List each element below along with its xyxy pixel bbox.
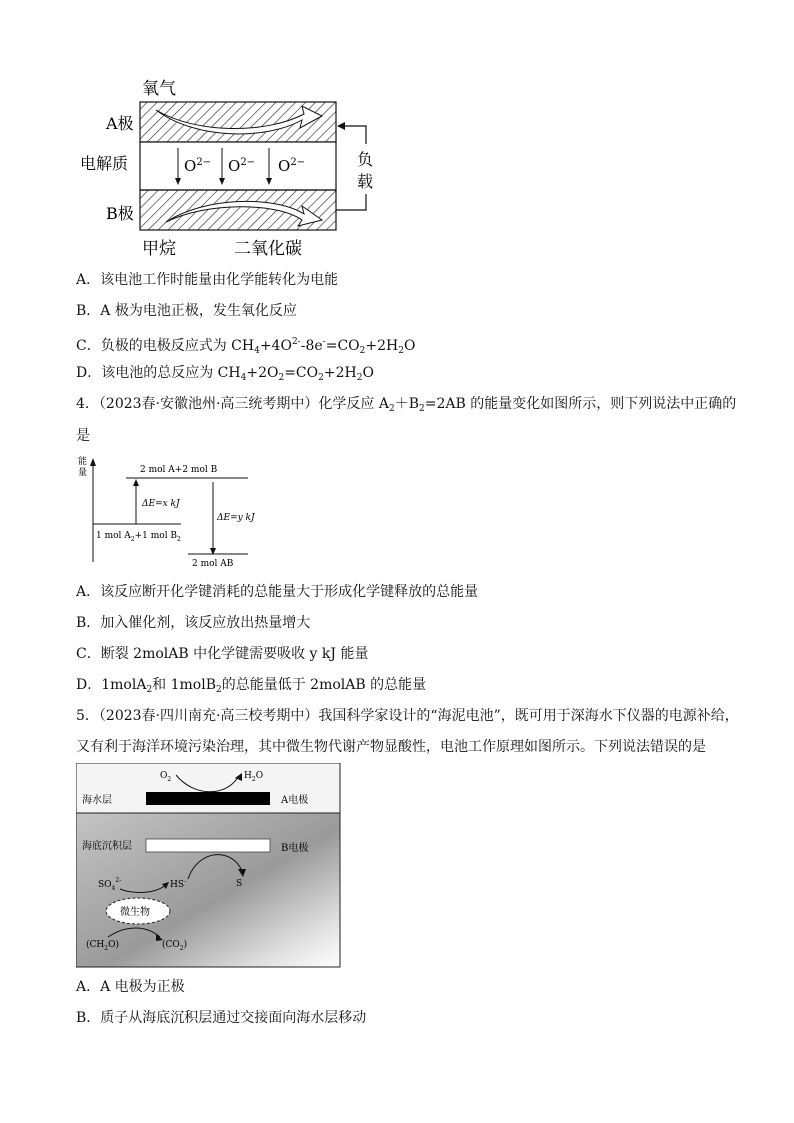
a-pole-label: A极 [106, 114, 134, 133]
s-label: S [236, 879, 243, 889]
q3-option-b: B．A 极为电池正极，发生氧化反应 [76, 303, 297, 319]
load-label-1: 负 [357, 150, 374, 169]
o2-label: $O_2$ [160, 771, 172, 783]
electrolyte-label: 电解质 [80, 154, 129, 173]
q4-stem-line2: 是 [76, 428, 90, 444]
methane-label: 甲烷 [142, 239, 176, 259]
ion-label-2: $O^{2-}$ [228, 157, 256, 175]
a-electrode-label: A电极 [281, 795, 309, 806]
q3-option-d: D．该电池的总反应为 $CH_4+2O_2=CO_2+2H_2O$ [76, 365, 374, 383]
load-label-2: 载 [357, 172, 374, 191]
q4-option-d: D．1molA$_2$和 1molB$_2$的总能量低于 2molAB 的总能量 [76, 677, 427, 695]
sea-layer-label: 海水层 [82, 795, 112, 806]
product-level-label: 2 mol AB [192, 559, 234, 569]
sea-mud-battery-diagram [76, 763, 342, 969]
reactant-level-label: 1 mol $A_2+1$ mol $B_2$ [96, 531, 181, 543]
q3-option-c: C．负极的电极反应式为 $CH_4+4O^{2-}-8e^-=CO_2+2H_2O$ [76, 337, 416, 356]
q4-stem-line1: 4．（2023春·安徽池州·高三统考期中）化学反应 $A_2+B_2=2AB$ 的能量变化如图所示，则下列说法中正确的 [76, 396, 737, 414]
q5-stem-line2: 又有利于海洋环境污染治理，其中微生物代谢产物显酸性，电池工作原理如图所示。下列说法错误的是 [76, 739, 706, 755]
q4-option-c: C．断裂 2molAB 中化学键需要吸收 y kJ 能量 [76, 646, 369, 662]
delta-e-x-label: ΔE=x kJ [142, 499, 180, 509]
oxygen-label: 氧气 [142, 79, 176, 99]
fuel-cell-diagram [76, 74, 376, 264]
y-axis-label-2: 量 [78, 468, 88, 478]
q3-option-a: A．该电池工作时能量由化学能转化为电能 [76, 272, 339, 288]
ch2o-label: $(CH_2O)$ [86, 940, 119, 952]
b-electrode-label: B电极 [281, 843, 309, 854]
q4-option-b: B．加入催化剂，该反应放出热量增大 [76, 615, 311, 631]
q5-stem-line1: 5．（2023春·四川南充·高三校考期中）我国科学家设计的“海泥电池”，既可用于深海水下仪器的电源补给， [76, 708, 739, 724]
b-electrode-plate [146, 839, 270, 852]
delta-e-y-label: ΔE=y kJ [217, 513, 255, 523]
a-electrode-plate [146, 792, 270, 805]
circuit-arrowhead [337, 122, 345, 130]
ion-label-1: $O^{2-}$ [184, 157, 212, 175]
co2-label: 二氧化碳 [234, 239, 302, 259]
so4-label: $SO_4^{2-}$ [98, 877, 122, 892]
y-axis-arrowhead [90, 458, 96, 466]
b-pole-label: B极 [106, 204, 134, 223]
co2-paren-label: $(CO_2)$ [162, 940, 188, 952]
top-level-label: 2 mol A+2 mol B [140, 465, 218, 475]
sediment-layer-label: 海底沉积层 [82, 841, 132, 852]
h2o-label: $H_2O$ [244, 771, 264, 783]
microbe-label: 微生物 [120, 907, 150, 918]
q4-option-a: A．该反应断开化学键消耗的总能量大于形成化学键释放的总能量 [76, 584, 479, 600]
delta-e-x-arrowhead [133, 479, 139, 486]
q5-option-a: A．A 电极为正极 [76, 979, 185, 995]
y-axis-label-1: 能 [78, 457, 88, 467]
ion-label-3: $O^{2-}$ [278, 157, 306, 175]
hs-label: HS- [170, 878, 187, 890]
energy-level-diagram [76, 454, 256, 574]
q5-option-b: B．质子从海底沉积层通过交接面向海水层移动 [76, 1010, 367, 1026]
